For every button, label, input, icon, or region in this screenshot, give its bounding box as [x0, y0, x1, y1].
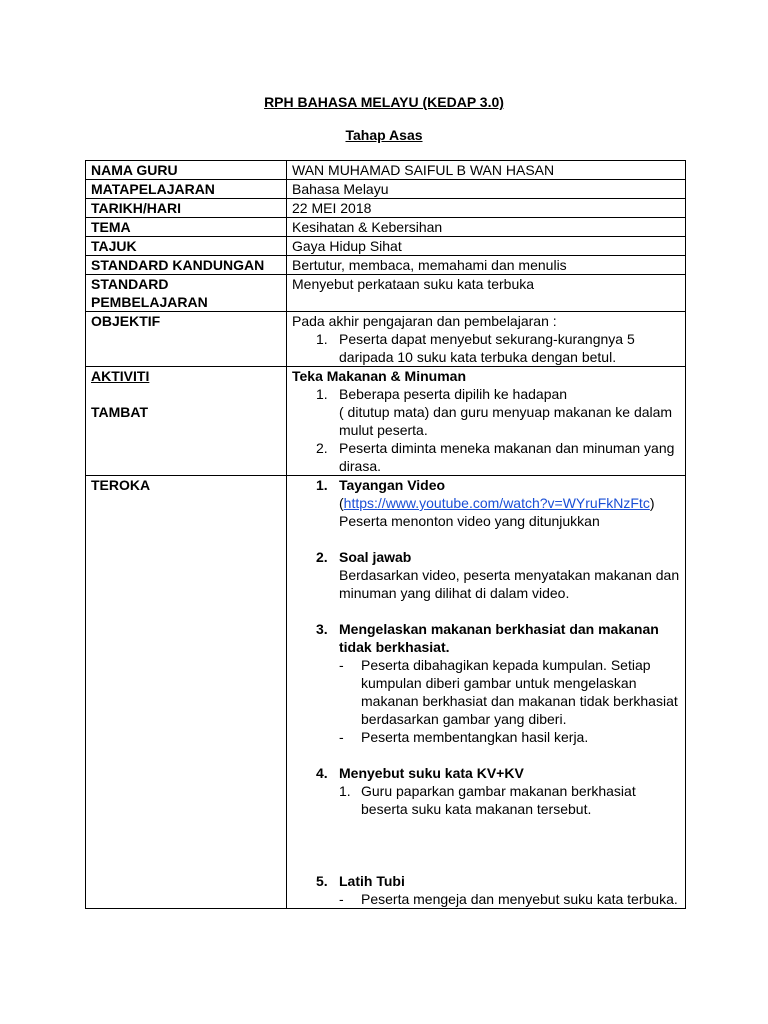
value-matapelajaran: Bahasa Melayu [287, 180, 686, 199]
dash-marker: - [339, 657, 344, 673]
label-aktiviti-text: AKTIVITI [91, 368, 150, 384]
value-tema: Kesihatan & Kebersihan [287, 218, 686, 237]
table-row [86, 161, 686, 180]
list-text: Peserta membentangkan hasil kerja. [361, 729, 589, 745]
step-number: 3. [316, 621, 328, 637]
label-line: PEMBELAJARAN [91, 294, 208, 310]
label-tajuk: TAJUK [86, 237, 287, 256]
label-tema: TEMA [86, 218, 287, 237]
list-item [292, 330, 680, 366]
list-item [292, 439, 680, 475]
aktiviti-list [292, 385, 680, 475]
teroka-step-2 [292, 548, 680, 620]
spacer [91, 385, 281, 403]
label-standard-pembelajaran [86, 275, 287, 312]
step-heading: Menyebut suku kata KV+KV [339, 765, 524, 781]
table-row [86, 180, 686, 199]
step-number: 5. [316, 873, 328, 889]
step-number: 2. [316, 549, 328, 565]
value-aktiviti [287, 367, 686, 476]
bullet-list [339, 656, 680, 746]
list-text: ( ditutup mata) dan guru menyuap makanan ke dalam mulut peserta. [339, 404, 673, 438]
dash-marker: - [339, 891, 344, 907]
list-item [339, 728, 680, 746]
label-tarikh-hari: TARIKH/HARI [86, 199, 287, 218]
label-tambat: TAMBAT [91, 404, 149, 420]
step-text: Peserta menonton video yang ditunjukkan [339, 513, 600, 529]
spacer [339, 530, 680, 548]
label-aktiviti [86, 367, 287, 476]
table-row [86, 237, 686, 256]
paren: ( [339, 495, 344, 511]
table-row [86, 256, 686, 275]
label-standard-kandungan: STANDARD KANDUNGAN [86, 256, 287, 275]
video-link-line [339, 494, 680, 512]
paren: ) [649, 495, 655, 511]
list-text: Peserta diminta meneka makanan dan minuman yang dirasa. [339, 440, 675, 474]
list-text: Beberapa peserta dipilih ke hadapan [339, 386, 568, 402]
label-objektif: OBJEKTIF [86, 312, 287, 367]
list-text: Peserta dapat menyebut sekurang-kurangnya 5 daripada 10 suku kata terbuka dengan betul. [339, 331, 635, 365]
rph-table [85, 160, 686, 909]
value-nama-guru: WAN MUHAMAD SAIFUL B WAN HASAN [287, 161, 686, 180]
spacer [339, 746, 680, 764]
table-row [86, 275, 686, 312]
teroka-step-4 [292, 764, 680, 872]
table-row [86, 218, 686, 237]
list-item [292, 385, 680, 439]
list-text: Peserta mengeja dan menyebut suku kata terbuka. [361, 891, 678, 907]
step-number: 1. [316, 477, 328, 493]
list-item [339, 656, 680, 728]
table-row [86, 367, 686, 476]
value-teroka [287, 476, 686, 909]
label-teroka: TEROKA [86, 476, 287, 909]
youtube-link[interactable]: https://www.youtube.com/watch?v=WYruFkNzFtc [343, 495, 650, 511]
dash-marker: - [339, 729, 344, 745]
teroka-step-1 [292, 476, 680, 548]
list-item [339, 782, 680, 818]
value-tajuk: Gaya Hidup Sihat [287, 237, 686, 256]
list-number: 1. [339, 783, 351, 799]
list-text: Guru paparkan gambar makanan berkhasiat beserta suku kata makanan tersebut. [361, 783, 636, 817]
step-heading: Latih Tubi [339, 873, 405, 889]
value-standard-pembelajaran: Menyebut perkataan suku kata terbuka [287, 275, 686, 312]
label-line: STANDARD [91, 276, 169, 292]
teroka-steps [292, 476, 680, 908]
step-heading: Soal jawab [339, 549, 412, 565]
teroka-step-3 [292, 620, 680, 764]
list-number: 1. [316, 331, 328, 347]
table-row [86, 199, 686, 218]
list-number: 2. [316, 440, 328, 456]
step-number: 4. [316, 765, 328, 781]
document-subtitle: Tahap Asas [345, 127, 423, 143]
spacer [339, 602, 680, 620]
spacer [339, 818, 680, 872]
label-nama-guru: NAMA GURU [86, 161, 287, 180]
teroka-step-5 [292, 872, 680, 908]
step-heading: Mengelaskan makanan berkhasiat dan makanan tidak berkhasiat. [339, 621, 659, 655]
sub-list [339, 782, 680, 818]
table-row [86, 312, 686, 367]
bullet-list [339, 890, 680, 908]
value-standard-kandungan: Bertutur, membaca, memahami dan menulis [287, 256, 686, 275]
step-text: Berdasarkan video, peserta menyatakan makanan dan minuman yang dilihat di dalam video. [339, 567, 680, 601]
list-item [339, 890, 680, 908]
aktiviti-heading: Teka Makanan & Minuman [292, 368, 467, 384]
value-objektif [287, 312, 686, 367]
objektif-list [292, 330, 680, 366]
label-matapelajaran: MATAPELAJARAN [86, 180, 287, 199]
step-heading: Tayangan Video [339, 477, 446, 493]
value-tarikh-hari: 22 MEI 2018 [287, 199, 686, 218]
table-row [86, 476, 686, 909]
objektif-intro: Pada akhir pengajaran dan pembelajaran : [292, 313, 557, 329]
list-text: Peserta dibahagikan kepada kumpulan. Setiap kumpulan diberi gambar untuk mengelaskan makanan berkhasiat dan makanan tidak berkhasiat berdasarkan gambar yang diberi. [361, 657, 678, 727]
list-number: 1. [316, 386, 328, 402]
document-title: RPH BAHASA MELAYU (KEDAP 3.0) [264, 94, 504, 110]
